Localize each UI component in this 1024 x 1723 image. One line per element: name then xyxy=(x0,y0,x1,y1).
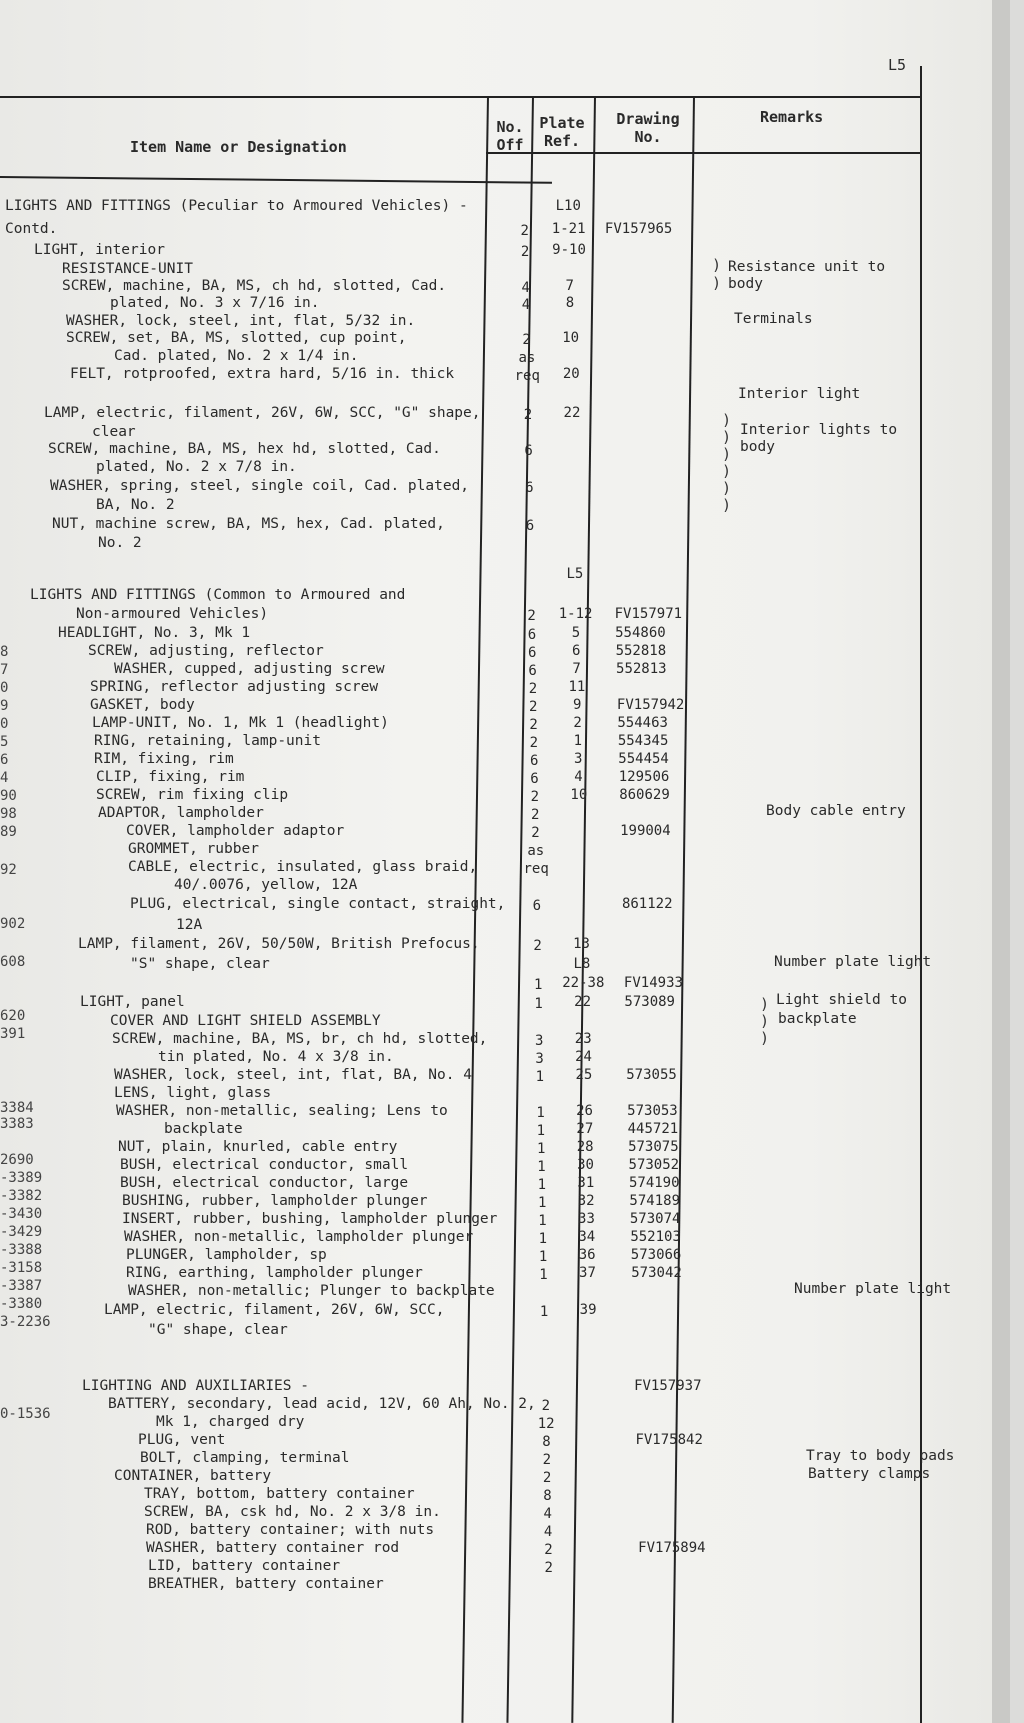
margin-code: 0 xyxy=(0,716,9,732)
plate-ref: L5 xyxy=(566,566,584,582)
drawing-number: FV14933 xyxy=(623,975,683,991)
plate-ref: 22 xyxy=(574,994,591,1010)
header-remarks: Remarks xyxy=(760,108,824,126)
qty-off: 6 xyxy=(525,518,535,534)
plate-ref: 5 xyxy=(571,625,581,641)
qty-off: as xyxy=(518,350,536,366)
drawing-number: 573055 xyxy=(626,1067,677,1083)
margin-code: 3383 xyxy=(0,1116,34,1132)
remarks-text: Tray to body pads xyxy=(806,1448,955,1464)
plate-ref: 1-12 xyxy=(558,606,593,622)
plate-ref: L8 xyxy=(573,956,591,972)
drawing-number: 861122 xyxy=(621,896,673,912)
margin-code: 3-2236 xyxy=(0,1314,51,1330)
page-number: L5 xyxy=(888,56,907,74)
qty-off: 2 xyxy=(544,1560,553,1576)
item-designation: RING, earthing, lampholder plunger xyxy=(126,1265,423,1281)
qty-off: 1 xyxy=(537,1195,547,1211)
drawing-number: 554454 xyxy=(618,751,669,767)
margin-code: 7 xyxy=(0,662,9,678)
qty-off: 2 xyxy=(527,608,536,624)
item-designation: "S" shape, clear xyxy=(130,956,270,972)
qty-off: 6 xyxy=(528,645,537,661)
item-designation: LIGHT, interior xyxy=(34,242,165,258)
drawing-number: 554860 xyxy=(615,625,666,641)
item-designation: LAMP-UNIT, No. 1, Mk 1 (headlight) xyxy=(92,715,389,731)
item-designation: WASHER, spring, steel, single coil, Cad. plated, xyxy=(50,478,470,494)
bracket-light-shield: ) ) ) xyxy=(760,995,770,1047)
margin-code: 5 xyxy=(0,734,9,750)
margin-code: 0 xyxy=(0,680,9,696)
remarks-text: Resistance unit to xyxy=(728,259,886,275)
item-designation: ADAPTOR, lampholder xyxy=(98,805,264,821)
margin-code: -3389 xyxy=(0,1170,43,1186)
qty-off: 2 xyxy=(544,1542,553,1558)
plate-ref: 11 xyxy=(568,679,586,695)
item-designation: SCREW, adjusting, reflector xyxy=(88,643,324,659)
qty-off: 2 xyxy=(541,1398,551,1414)
plate-ref: 3 xyxy=(573,751,583,767)
margin-code: 4 xyxy=(0,770,9,786)
margin-code: -3388 xyxy=(0,1242,43,1258)
drawing-number: 860629 xyxy=(619,787,670,803)
drawing-number: 574189 xyxy=(629,1193,680,1209)
plate-ref: 31 xyxy=(577,1175,595,1191)
item-designation: plated, No. 2 x 7/8 in. xyxy=(96,459,297,475)
item-designation: "G" shape, clear xyxy=(148,1322,288,1338)
qty-off: 6 xyxy=(528,663,537,679)
item-designation: LID, battery container xyxy=(148,1558,341,1574)
drawing-number: 573074 xyxy=(629,1211,681,1227)
plate-ref: 9 xyxy=(573,697,582,713)
plate-ref: 36 xyxy=(578,1247,596,1263)
item-designation: NUT, machine screw, BA, MS, hex, Cad. plated, xyxy=(52,516,445,532)
item-designation: HEADLIGHT, No. 3, Mk 1 xyxy=(58,625,251,641)
plate-ref: 2 xyxy=(573,715,582,731)
item-designation: CABLE, electric, insulated, glass braid, xyxy=(128,859,478,875)
plate-ref: 7 xyxy=(572,661,581,677)
plate-ref: 22 xyxy=(563,405,581,421)
plate-ref: 33 xyxy=(578,1211,595,1227)
item-designation: plated, No. 3 x 7/16 in. xyxy=(110,295,320,311)
plate-ref: 7 xyxy=(565,278,574,294)
remarks-text: body xyxy=(728,276,763,292)
item-designation: LAMP, filament, 26V, 50/50W, British Prefocus, xyxy=(78,936,480,952)
item-designation: RING, retaining, lamp-unit xyxy=(94,733,321,749)
item-designation: WASHER, lock, steel, int, flat, 5/32 in. xyxy=(66,313,416,329)
margin-code: -3430 xyxy=(0,1206,43,1222)
item-designation: 12A xyxy=(176,917,203,933)
item-designation: tin plated, No. 4 x 3/8 in. xyxy=(158,1049,394,1065)
plate-ref: 34 xyxy=(578,1229,596,1245)
margin-code: 6 xyxy=(0,752,9,768)
plate-ref: 32 xyxy=(577,1193,595,1209)
item-designation: CLIP, fixing, rim xyxy=(96,769,245,785)
margin-code: 3384 xyxy=(0,1100,34,1116)
plate-ref: 10 xyxy=(570,787,588,803)
plate-ref: 9-10 xyxy=(552,242,586,258)
drawing-number: 573089 xyxy=(624,994,675,1010)
qty-off: req xyxy=(514,368,540,384)
margin-code: 608 xyxy=(0,954,26,970)
remarks-text: Light shield to xyxy=(776,992,907,1008)
col-divider-remarks xyxy=(672,96,695,1723)
drawing-number: 573052 xyxy=(628,1157,680,1173)
qty-off: 1 xyxy=(537,1177,547,1193)
drawing-number: 573075 xyxy=(628,1139,679,1155)
drawing-number: FV175842 xyxy=(635,1432,703,1448)
item-designation: WASHER, non-metallic; Plunger to backplate xyxy=(128,1283,495,1299)
plate-ref: 10 xyxy=(562,330,580,346)
item-designation: PLUG, vent xyxy=(138,1432,226,1448)
drawing-number: 574190 xyxy=(628,1175,680,1191)
qty-off: 2 xyxy=(531,825,540,841)
qty-off: 6 xyxy=(527,627,537,643)
qty-off: 2 xyxy=(529,699,538,715)
item-designation: BOLT, clamping, terminal xyxy=(140,1450,350,1466)
qty-off: req xyxy=(523,861,549,877)
remarks-text: Battery clamps xyxy=(808,1466,931,1482)
item-designation: LIGHTS AND FITTINGS (Common to Armoured and xyxy=(30,587,406,603)
qty-off: 1 xyxy=(538,1249,548,1265)
qty-off: 4 xyxy=(543,1524,553,1540)
qty-off: 6 xyxy=(529,753,539,769)
item-designation: CONTAINER, battery xyxy=(114,1468,272,1484)
item-designation: Cad. plated, No. 2 x 1/4 in. xyxy=(114,348,359,364)
margin-code: -3158 xyxy=(0,1260,43,1276)
margin-code: 92 xyxy=(0,862,17,878)
plate-ref: 1-21 xyxy=(551,221,586,237)
qty-off: 6 xyxy=(524,443,533,459)
qty-off: 6 xyxy=(532,898,542,914)
remarks-text: backplate xyxy=(778,1011,857,1027)
plate-ref: 39 xyxy=(579,1302,597,1318)
qty-off: 1 xyxy=(535,1069,545,1085)
item-designation: RESISTANCE-UNIT xyxy=(62,261,193,277)
remarks-text: Number plate light xyxy=(794,1281,952,1297)
plate-ref: 37 xyxy=(579,1265,596,1281)
table-top-rule xyxy=(0,96,922,98)
item-designation: LIGHT, panel xyxy=(80,994,185,1010)
item-designation: WASHER, non-metallic, sealing; Lens to xyxy=(116,1103,448,1119)
qty-off: as xyxy=(527,843,545,859)
item-designation: LIGHTS AND FITTINGS (Peculiar to Armoured Vehicles) - xyxy=(5,198,468,214)
margin-code: 8 xyxy=(0,644,9,660)
bracket-resistance: ) ) xyxy=(712,256,722,292)
item-designation: ROD, battery container; with nuts xyxy=(146,1522,435,1538)
remarks-text: Terminals xyxy=(734,311,813,327)
item-designation: SCREW, machine, BA, MS, ch hd, slotted, Cad. xyxy=(62,278,447,294)
qty-off: 2 xyxy=(528,681,538,697)
item-designation: BA, No. 2 xyxy=(96,497,175,513)
remarks-text: Body cable entry xyxy=(766,803,906,819)
qty-off: 6 xyxy=(525,480,534,496)
item-designation: WASHER, non-metallic, lampholder plunger xyxy=(124,1229,474,1245)
item-designation: BUSHING, rubber, lampholder plunger xyxy=(122,1193,428,1209)
remarks-text: Number plate light xyxy=(774,954,932,970)
plate-ref: 27 xyxy=(576,1121,594,1137)
qty-off: 1 xyxy=(534,977,543,993)
item-designation: NUT, plain, knurled, cable entry xyxy=(118,1139,398,1155)
item-designation: PLUNGER, lampholder, sp xyxy=(126,1247,327,1263)
item-designation: SCREW, machine, BA, MS, br, ch hd, slotted, xyxy=(112,1031,488,1047)
drawing-number: FV157971 xyxy=(614,606,683,622)
drawing-number: 573066 xyxy=(630,1247,682,1263)
qty-off: 1 xyxy=(536,1123,546,1139)
qty-off: 1 xyxy=(538,1231,548,1247)
item-designation: LAMP, electric, filament, 26V, 6W, SCC, "G" shape, xyxy=(44,405,481,421)
bracket-interior-lights: ) ) ) ) ) ) xyxy=(722,411,732,514)
plate-ref: 22-38 xyxy=(562,975,605,991)
item-designation: Non-armoured Vehicles) xyxy=(76,606,269,622)
drawing-number: 552818 xyxy=(615,643,667,659)
qty-off: 2 xyxy=(533,938,542,954)
item-designation: COVER, lampholder adaptor xyxy=(126,823,345,839)
plate-ref: 23 xyxy=(574,1031,592,1047)
margin-code: 391 xyxy=(0,1026,26,1042)
margin-code: 89 xyxy=(0,824,17,840)
qty-off: 4 xyxy=(521,280,530,296)
qty-off: 2 xyxy=(523,407,533,423)
plate-ref: 28 xyxy=(576,1139,594,1155)
margin-code: 98 xyxy=(0,806,17,822)
margin-code: 0-1536 xyxy=(0,1406,51,1422)
margin-code: 902 xyxy=(0,916,26,932)
drawing-number: FV157937 xyxy=(634,1378,702,1394)
item-designation: SPRING, reflector adjusting screw xyxy=(90,679,379,695)
drawing-number: FV157965 xyxy=(604,221,673,237)
item-designation: RIM, fixing, rim xyxy=(94,751,234,767)
item-designation: SCREW, machine, BA, MS, hex hd, slotted, Cad. xyxy=(48,441,441,457)
drawing-number: 552103 xyxy=(630,1229,681,1245)
item-designation: LENS, light, glass xyxy=(114,1085,272,1101)
item-designation: TRAY, bottom, battery container xyxy=(144,1486,415,1502)
plate-ref: 24 xyxy=(575,1049,592,1065)
header-item-name: Item Name or Designation xyxy=(130,138,347,156)
qty-off: 2 xyxy=(542,1452,551,1468)
item-designation: SCREW, rim fixing clip xyxy=(96,787,289,803)
header-no-off: No. Off xyxy=(496,118,524,154)
drawing-number: 445721 xyxy=(627,1121,679,1137)
margin-code: 9 xyxy=(0,698,9,714)
qty-off: 1 xyxy=(536,1105,545,1121)
drawing-number: 573053 xyxy=(627,1103,678,1119)
drawing-number: FV175894 xyxy=(638,1540,706,1556)
qty-off: 1 xyxy=(534,996,543,1012)
qty-off: 1 xyxy=(536,1141,546,1157)
qty-off: 1 xyxy=(537,1159,546,1175)
qty-off: 2 xyxy=(520,244,530,260)
qty-off: 2 xyxy=(529,735,539,751)
qty-off: 2 xyxy=(529,717,538,733)
qty-off: 2 xyxy=(530,807,540,823)
margin-code: -3382 xyxy=(0,1188,43,1204)
item-designation: SCREW, set, BA, MS, slotted, cup point, xyxy=(66,330,407,346)
item-designation: clear xyxy=(92,424,136,440)
plate-ref: 30 xyxy=(577,1157,594,1173)
qty-off: 1 xyxy=(539,1267,548,1283)
item-designation: INSERT, rubber, bushing, lampholder plunger xyxy=(122,1211,498,1227)
item-designation: GROMMET, rubber xyxy=(128,841,259,857)
margin-code: 2690 xyxy=(0,1152,34,1168)
qty-off: 3 xyxy=(535,1033,544,1049)
item-designation: LAMP, electric, filament, 26V, 6W, SCC, xyxy=(104,1302,445,1318)
plate-ref: 13 xyxy=(573,936,590,952)
drawing-number: 199004 xyxy=(620,823,671,839)
plate-ref: 25 xyxy=(575,1067,593,1083)
item-designation: backplate xyxy=(164,1121,243,1137)
qty-off: 12 xyxy=(537,1416,555,1432)
item-designation: Contd. xyxy=(5,221,58,237)
qty-off: 1 xyxy=(539,1304,549,1320)
item-designation: PLUG, electrical, single contact, straight, xyxy=(130,896,506,912)
plate-ref: 1 xyxy=(573,733,583,749)
margin-code: 620 xyxy=(0,1008,26,1024)
item-designation: Mk 1, charged dry xyxy=(156,1414,305,1430)
qty-off: 8 xyxy=(542,1434,551,1450)
item-designation: GASKET, body xyxy=(90,697,195,713)
item-designation: No. 2 xyxy=(98,535,142,551)
header-bottom-rule xyxy=(0,176,552,184)
page-edge-shadow xyxy=(992,0,1010,1723)
item-designation: BREATHER, battery container xyxy=(148,1576,384,1592)
plate-ref: 26 xyxy=(576,1103,593,1119)
qty-off: 6 xyxy=(530,771,539,787)
qty-off: 4 xyxy=(543,1506,552,1522)
drawing-number: 129506 xyxy=(618,769,670,785)
item-designation: BATTERY, secondary, lead acid, 12V, 60 Ah, No. 2, xyxy=(108,1396,536,1412)
item-designation: WASHER, lock, steel, int, flat, BA, No. 4 xyxy=(114,1067,472,1083)
margin-code: -3387 xyxy=(0,1278,43,1294)
remarks-text: Interior light xyxy=(738,386,861,402)
item-designation: FELT, rotproofed, extra hard, 5/16 in. thick xyxy=(70,366,455,382)
qty-off: 4 xyxy=(521,297,531,313)
margin-code: -3429 xyxy=(0,1224,43,1240)
drawing-number: 554345 xyxy=(617,733,669,749)
drawing-number: 554463 xyxy=(617,715,668,731)
remarks-text: Interior lights to xyxy=(740,422,898,438)
plate-ref: 20 xyxy=(562,366,580,382)
qty-off: 1 xyxy=(538,1213,547,1229)
margin-code: 90 xyxy=(0,788,17,804)
qty-off: 2 xyxy=(530,789,540,805)
header-drawing-no: Drawing No. xyxy=(616,110,680,146)
item-designation: WASHER, battery container rod xyxy=(146,1540,400,1556)
item-designation: 40/.0076, yellow, 12A xyxy=(174,877,358,893)
drawing-number: 573042 xyxy=(631,1265,682,1281)
drawing-number: 552813 xyxy=(616,661,667,677)
header-rule xyxy=(486,152,922,154)
item-designation: SCREW, BA, csk hd, No. 2 x 3/8 in. xyxy=(144,1504,441,1520)
item-designation: WASHER, cupped, adjusting screw xyxy=(114,661,385,677)
item-designation: LIGHTING AND AUXILIARIES - xyxy=(82,1378,309,1394)
qty-off: 2 xyxy=(522,332,531,348)
plate-ref: 4 xyxy=(574,769,583,785)
header-plate-ref: Plate Ref. xyxy=(539,114,585,150)
plate-ref: 6 xyxy=(572,643,581,659)
qty-off: 3 xyxy=(535,1051,544,1067)
item-designation: COVER AND LIGHT SHIELD ASSEMBLY xyxy=(110,1013,381,1029)
remarks-text: body xyxy=(740,439,775,455)
plate-ref: L10 xyxy=(555,198,581,214)
plate-ref: 8 xyxy=(565,295,575,311)
qty-off: 2 xyxy=(542,1470,552,1486)
item-designation: BUSH, electrical conductor, large xyxy=(120,1175,409,1191)
item-designation: BUSH, electrical conductor, small xyxy=(120,1157,409,1173)
qty-off: 8 xyxy=(543,1488,552,1504)
qty-off: 2 xyxy=(520,223,529,239)
margin-code: -3380 xyxy=(0,1296,43,1312)
drawing-number: FV157942 xyxy=(616,697,685,713)
